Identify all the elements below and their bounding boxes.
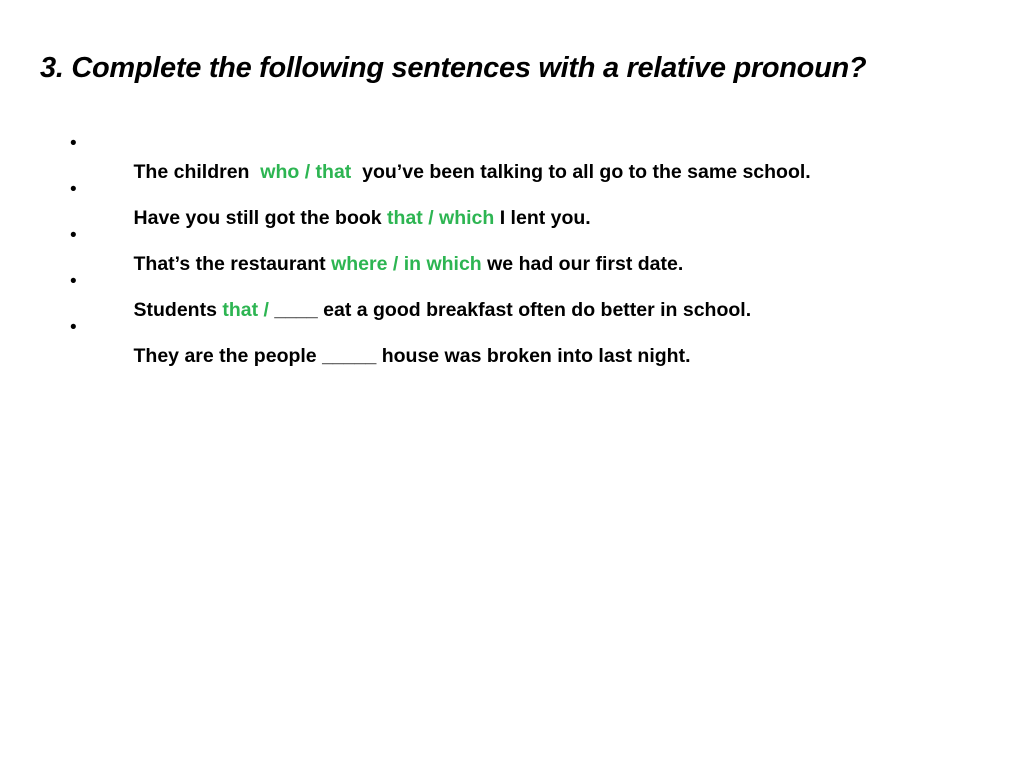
bullet-icon: • [70, 271, 77, 292]
sentence-text-after: we had our first date. [481, 253, 684, 275]
answer-text: that / which [387, 207, 495, 229]
sentence-text-after: I lent you. [494, 207, 591, 229]
sentence-text-after: you’ve been talking to all go to the same school. [351, 161, 811, 183]
answer-text: where / in which [331, 253, 482, 275]
answer-text: who / that [260, 161, 352, 183]
sentence-text-before: That’s the restaurant [133, 253, 332, 275]
answer-text: that / [222, 299, 275, 321]
bullet-icon: • [70, 317, 77, 338]
sentence-text-before: Have you still got the book [133, 207, 388, 229]
sentence-list [70, 130, 811, 367]
sentence-text-before: The children [133, 161, 261, 183]
bullet-icon: • [70, 179, 77, 200]
slide-title: 3. Complete the following sentences with a relative pronoun? [40, 52, 867, 84]
sentence-text-before: They are the people _____ house was broken into last night. [133, 345, 691, 367]
sentence-text-before: Students [133, 299, 223, 321]
bullet-icon: • [70, 133, 77, 154]
bullet-icon: • [70, 225, 77, 246]
sentence-item [70, 222, 811, 275]
sentence-item [70, 314, 811, 367]
sentence-item [70, 268, 811, 321]
sentence-text-after: ____ eat a good breakfast often do better in school. [274, 299, 752, 321]
sentence-item [70, 176, 811, 229]
sentence-item [70, 130, 811, 183]
